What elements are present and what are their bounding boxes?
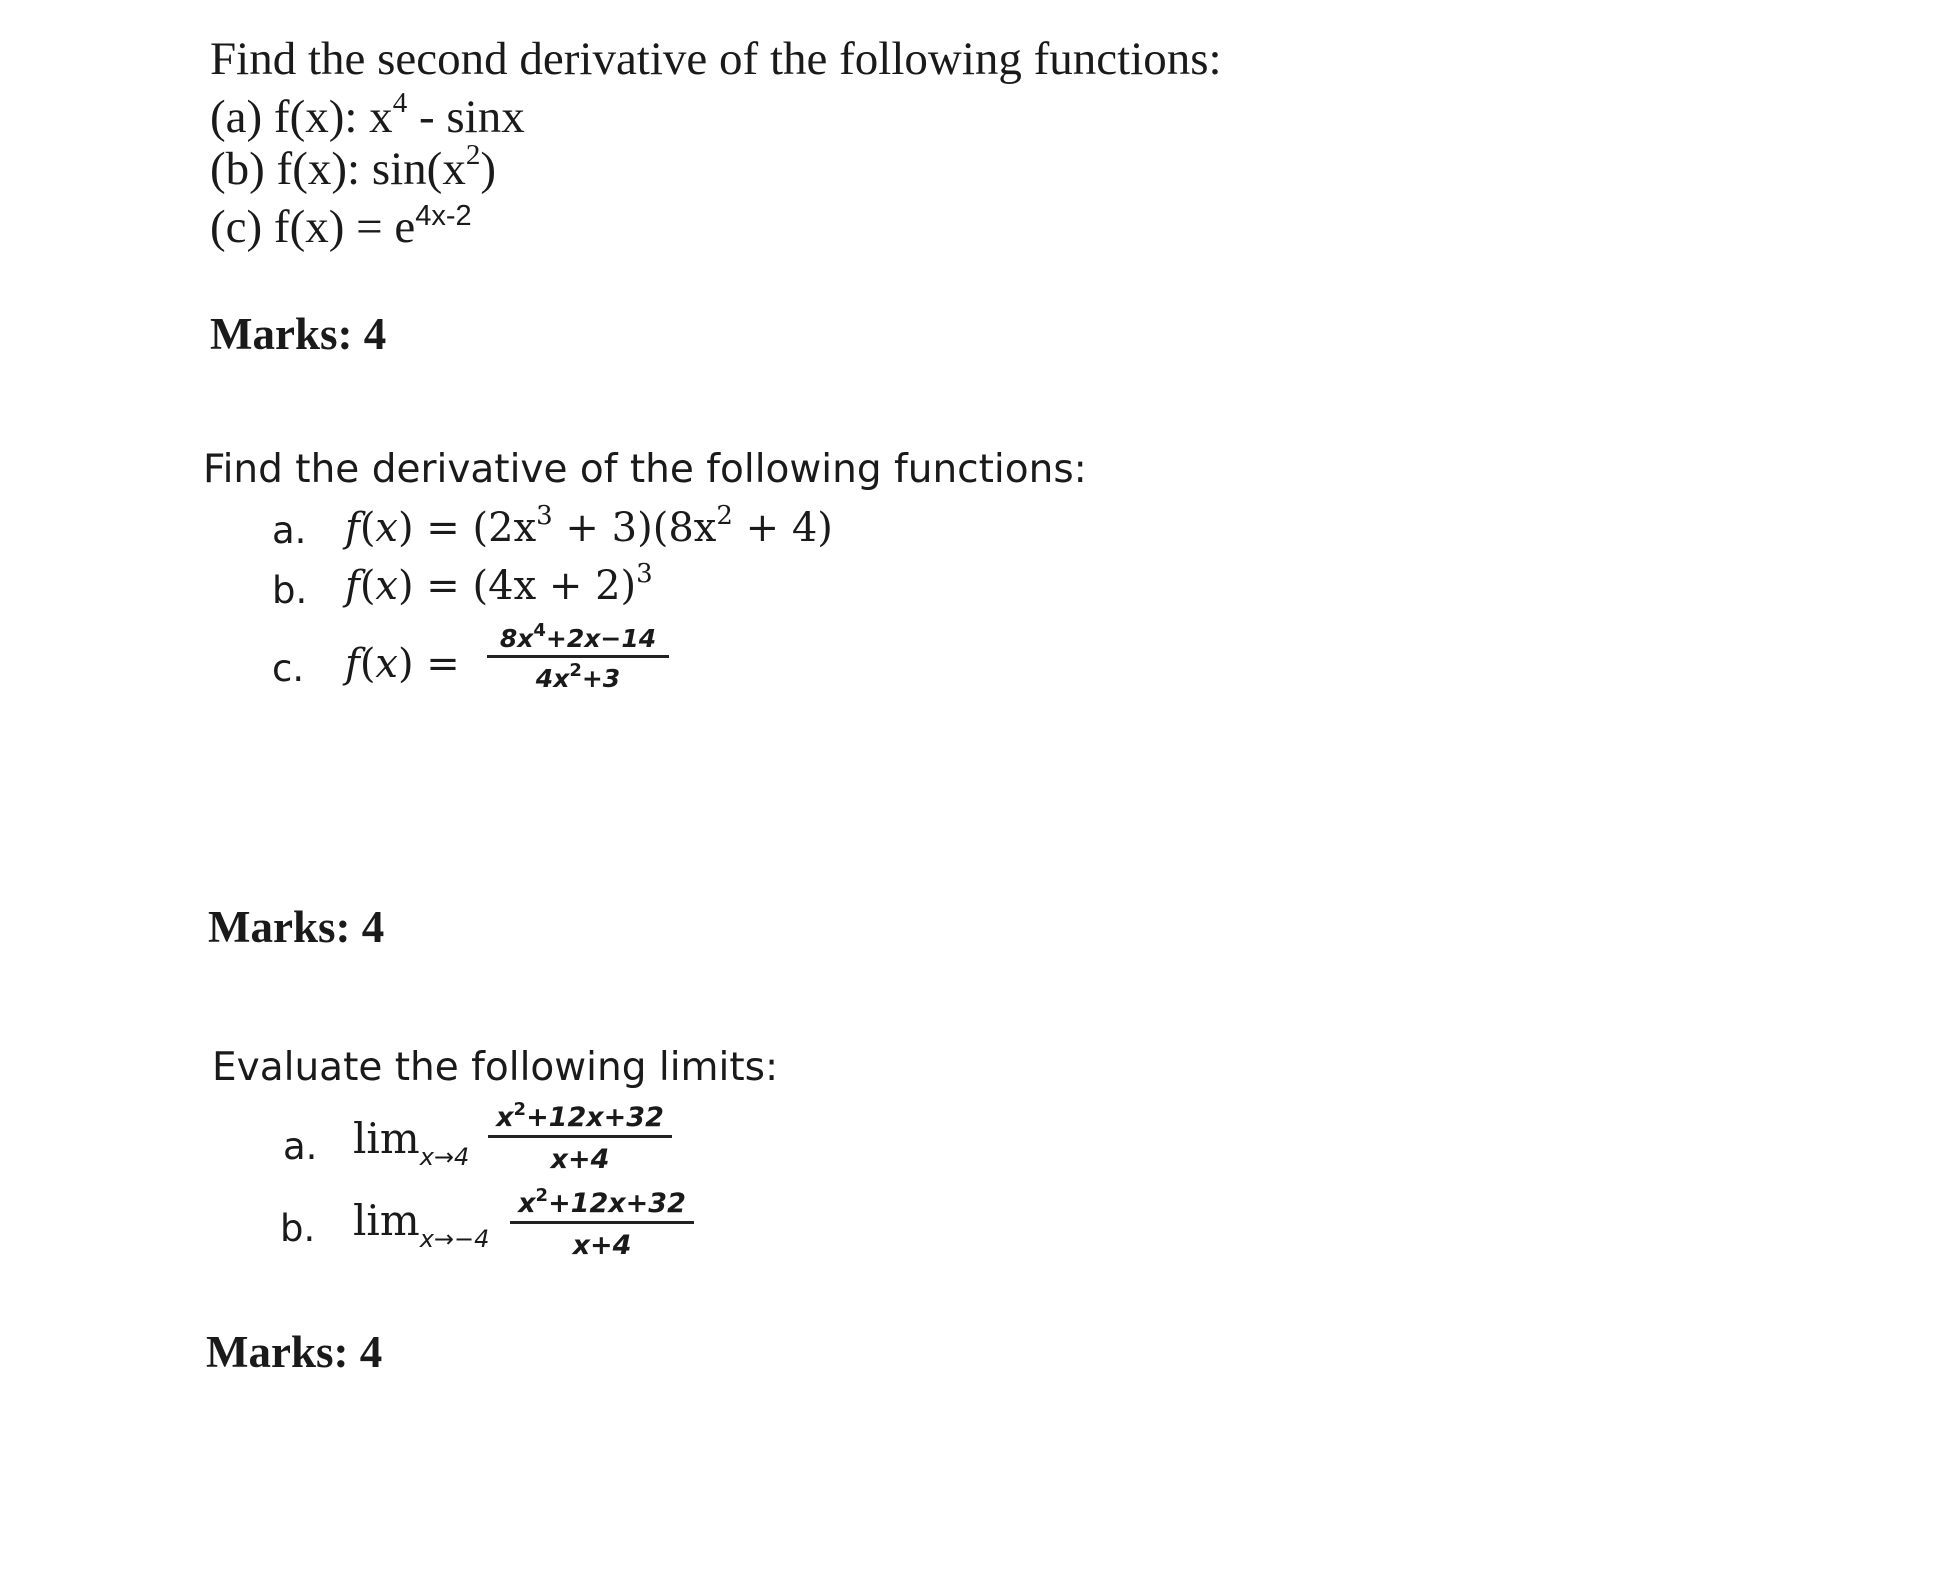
item-exponent: 4	[392, 87, 408, 119]
item-text: (c) f(x) = e	[210, 201, 416, 253]
section3-heading: Evaluate the following limits:	[212, 1045, 779, 1090]
expr-part: (4x + 2)	[472, 563, 637, 609]
section1-item-a	[210, 87, 525, 143]
limit-subscript: x→4	[419, 1143, 470, 1171]
item-text: (b) f(x): sin(x	[210, 143, 466, 195]
section2-item-a-label: a.	[272, 509, 307, 552]
section3-marks: Marks: 4	[206, 1327, 383, 1377]
fraction-numerator: $x^2+12x+32$	[496, 1099, 664, 1133]
expr-exponent: 3	[536, 501, 553, 531]
function-name: f	[345, 563, 360, 609]
section1-heading: Find the second derivative of the following functions:	[210, 33, 1222, 85]
expr-part: (2x	[472, 505, 537, 551]
expr-part: + 3)(8x	[552, 505, 717, 551]
section2-item-b-label: b.	[272, 569, 308, 612]
section3-item-a-label: a.	[283, 1125, 318, 1168]
section3-item-a-limit	[353, 1114, 470, 1171]
section2-item-c-fraction	[487, 620, 669, 693]
item-exponent: 4x-2	[415, 200, 472, 232]
fraction-numerator: $x^2+12x+32$	[518, 1185, 686, 1219]
expr-exponent: 3	[636, 559, 653, 589]
section3-item-b-label: b.	[280, 1207, 316, 1250]
expr-part: + 4)	[732, 505, 833, 551]
item-exponent: 2	[465, 139, 481, 171]
fraction-denominator: $4x^2+3$	[535, 660, 621, 693]
section1-item-b	[210, 139, 496, 195]
section2-heading: Find the derivative of the following functions:	[203, 447, 1087, 492]
section2-marks: Marks: 4	[208, 902, 385, 952]
fraction-numerator: $8x^4+2x-14$	[499, 620, 657, 653]
fraction-denominator: x+4	[550, 1144, 610, 1175]
limit-operator: lim	[353, 1196, 420, 1245]
section1-marks: Marks: 4	[210, 309, 387, 359]
function-name: f	[345, 641, 360, 687]
section3-item-a-fraction	[488, 1099, 672, 1175]
section3-item-b-fraction	[510, 1185, 694, 1261]
section3-item-b-limit	[353, 1196, 490, 1253]
fraction-denominator: x+4	[572, 1230, 632, 1261]
expr-exponent: 2	[716, 501, 733, 531]
section2-item-a-equation: $f(x) = (2x^3 + 3)(8x^2 + 4)$	[345, 501, 833, 551]
section2-item-b-equation: $f(x) = (4x + 2)^3$	[345, 559, 653, 609]
item-text: - sinx	[407, 91, 525, 143]
function-name: f	[345, 505, 360, 551]
item-text: )	[480, 143, 496, 195]
item-text: (a) f(x): x	[210, 91, 393, 143]
section1-item-c	[210, 200, 472, 253]
section2-item-c-label: c.	[272, 647, 305, 690]
limit-subscript: x→−4	[419, 1225, 490, 1253]
section2-item-c-lhs: f(x) =	[345, 641, 460, 687]
limit-operator: lim	[353, 1114, 420, 1163]
